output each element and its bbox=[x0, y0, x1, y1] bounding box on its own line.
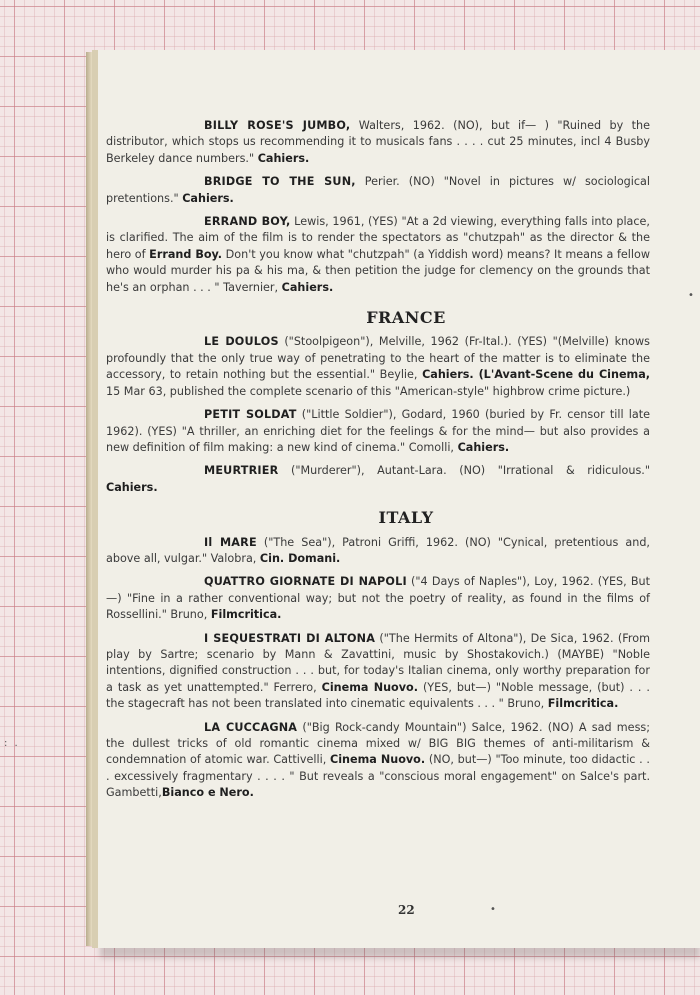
section-heading-italy: ITALY bbox=[378, 508, 434, 528]
film-title: LA CUCCAGNA bbox=[204, 720, 298, 734]
entry-petit-soldat bbox=[106, 407, 650, 456]
entry-meurtrier bbox=[106, 463, 650, 496]
entry-text-continued: (YES, but—) "Noble message, (but) . . . the stagecraft has not been translated into cinematic equivalents . . . " Bruno, bbox=[106, 680, 650, 711]
entry-source: Cinema Nuovo. bbox=[330, 753, 426, 767]
film-title: PETIT SOLDAT bbox=[204, 408, 297, 422]
entry-text: ("Little Soldier"), Godard, 1960 (buried by Fr. censor till late 1962). (YES) "A thriller, an enriching diet for the feelings & for the mind— but also provides a new definition of film making: a new kind of cinema." Comolli, bbox=[106, 408, 650, 454]
entry-text: ("Stoolpigeon"), Melville, 1962 (Fr-Ital.). (YES) "(Melville) knows profoundly that the only true way of penetrating to the heart of the matter is to eliminate the accessory, to retain nothing but the essential." Beylie, bbox=[106, 335, 650, 382]
stray-mark: • bbox=[688, 290, 694, 301]
entry-text: ("The Hermits of Altona"), De Sica, 1962. (From play by Sartre; scenario by Mann & Zavattini, music by Shostakovich.) (MAYBE) "Noble intentions, dignified construction . . . but, for today's Italian cinema, only worthy preparation for a task as yet unattempted." Ferrero, bbox=[106, 631, 650, 694]
film-title: MEURTRIER bbox=[204, 464, 279, 478]
entry-text-continued: 15 Mar 63, published the complete scenario of this "American-style" highbrow crime picture.) bbox=[106, 384, 631, 398]
entry-source: Cahiers. bbox=[182, 191, 234, 205]
film-title: QUATTRO GIORNATE DI NAPOLI bbox=[204, 575, 407, 589]
entry-text: ("The Sea"), Patroni Griffi, 1962. (NO) "Cynical, pretentious and, above all, vulgar." Valobra, bbox=[106, 535, 650, 565]
entry-source: Cahiers. (L'Avant-Scene du Cinema, bbox=[422, 368, 651, 382]
entry-text-continued: Don't you know what "chutzpah" (a Yiddish word) means? It means a fellow who would murder his pa & his ma, & then petition the judge for clemency on the grounds that he's an orphan . . . " Tavernier, bbox=[106, 247, 650, 294]
entry-il-mare bbox=[106, 535, 650, 568]
film-title: I SEQUESTRATI DI ALTONA bbox=[204, 631, 376, 645]
entry-source-2: Bianco e Nero. bbox=[161, 786, 254, 800]
entry-quattro-giornate bbox=[106, 574, 650, 623]
entry-bridge-to-the-sun bbox=[106, 174, 650, 207]
entry-billy-rose bbox=[106, 118, 650, 167]
margin-dots: : . bbox=[4, 738, 20, 749]
entry-text: Walters, 1962. (NO), but if— ) "Ruined by the distributor, which stops us recommending it to musicals fans . . . . cut 25 minutes, incl 4 Busby Berkeley dance numbers." bbox=[106, 119, 650, 165]
entry-text: ("Murderer"), Autant-Lara. (NO) "Irrational & ridiculous." bbox=[278, 464, 650, 478]
entry-source: Filmcritica. bbox=[210, 608, 282, 622]
film-title: BRIDGE TO THE SUN, bbox=[204, 175, 356, 189]
section-heading-france: FRANCE bbox=[366, 308, 446, 328]
entry-source: Cahiers. bbox=[106, 480, 158, 494]
entry-source: Cahiers. bbox=[457, 440, 510, 454]
entry-text: Perier. (NO) "Novel in pictures w/ sociological pretentions." bbox=[106, 175, 651, 205]
film-title: ERRAND BOY, bbox=[204, 215, 291, 229]
film-title: BILLY ROSE'S JUMBO, bbox=[204, 119, 351, 132]
entry-text: ("Big Rock-candy Mountain") Salce, 1962. (NO) A sad mess; the dullest tricks of old romantic cinema mixed w/ BIG BIG themes of anti-militarism & condemnation of atomic war. Cattivelli, bbox=[106, 720, 650, 767]
film-title: LE DOULOS bbox=[204, 335, 279, 349]
entry-sequestrati-di-altona bbox=[106, 631, 650, 713]
entry-text: ("4 Days of Naples"), Loy, 1962. (YES, But—) "Fine in a rather conventional way; but not the poetry of reality, as found in the films of Rossellini." Bruno, bbox=[106, 575, 651, 622]
page-number: 22 bbox=[398, 903, 415, 917]
film-title: Il MARE bbox=[204, 535, 257, 549]
entry-source-2: Filmcritica. bbox=[547, 697, 619, 711]
page-content bbox=[106, 118, 650, 809]
entry-le-doulos bbox=[106, 334, 650, 400]
entry-errand-boy bbox=[106, 214, 650, 296]
entry-source: Cahiers. bbox=[281, 280, 334, 294]
entry-la-cuccagna bbox=[106, 720, 650, 802]
entry-text: Lewis, 1961, (YES) "At a 2d viewing, everything falls into place, is clarified. The aim of the film is to render the spectators as "chutzpah" as the director & the hero of bbox=[106, 215, 650, 261]
entry-text-continued: (NO, but—) "Too minute, too didactic . . . excessively fragmentary . . . . " But reveals a "conscious moral engagement" on Salce's part. Gambetti, bbox=[106, 753, 650, 800]
stray-mark: • bbox=[490, 904, 496, 915]
inline-bold-title: Errand Boy. bbox=[149, 247, 223, 261]
entry-source: Cin. Domani. bbox=[259, 551, 341, 565]
entry-source: Cinema Nuovo. bbox=[321, 680, 418, 694]
entry-source: Cahiers. bbox=[257, 151, 310, 165]
